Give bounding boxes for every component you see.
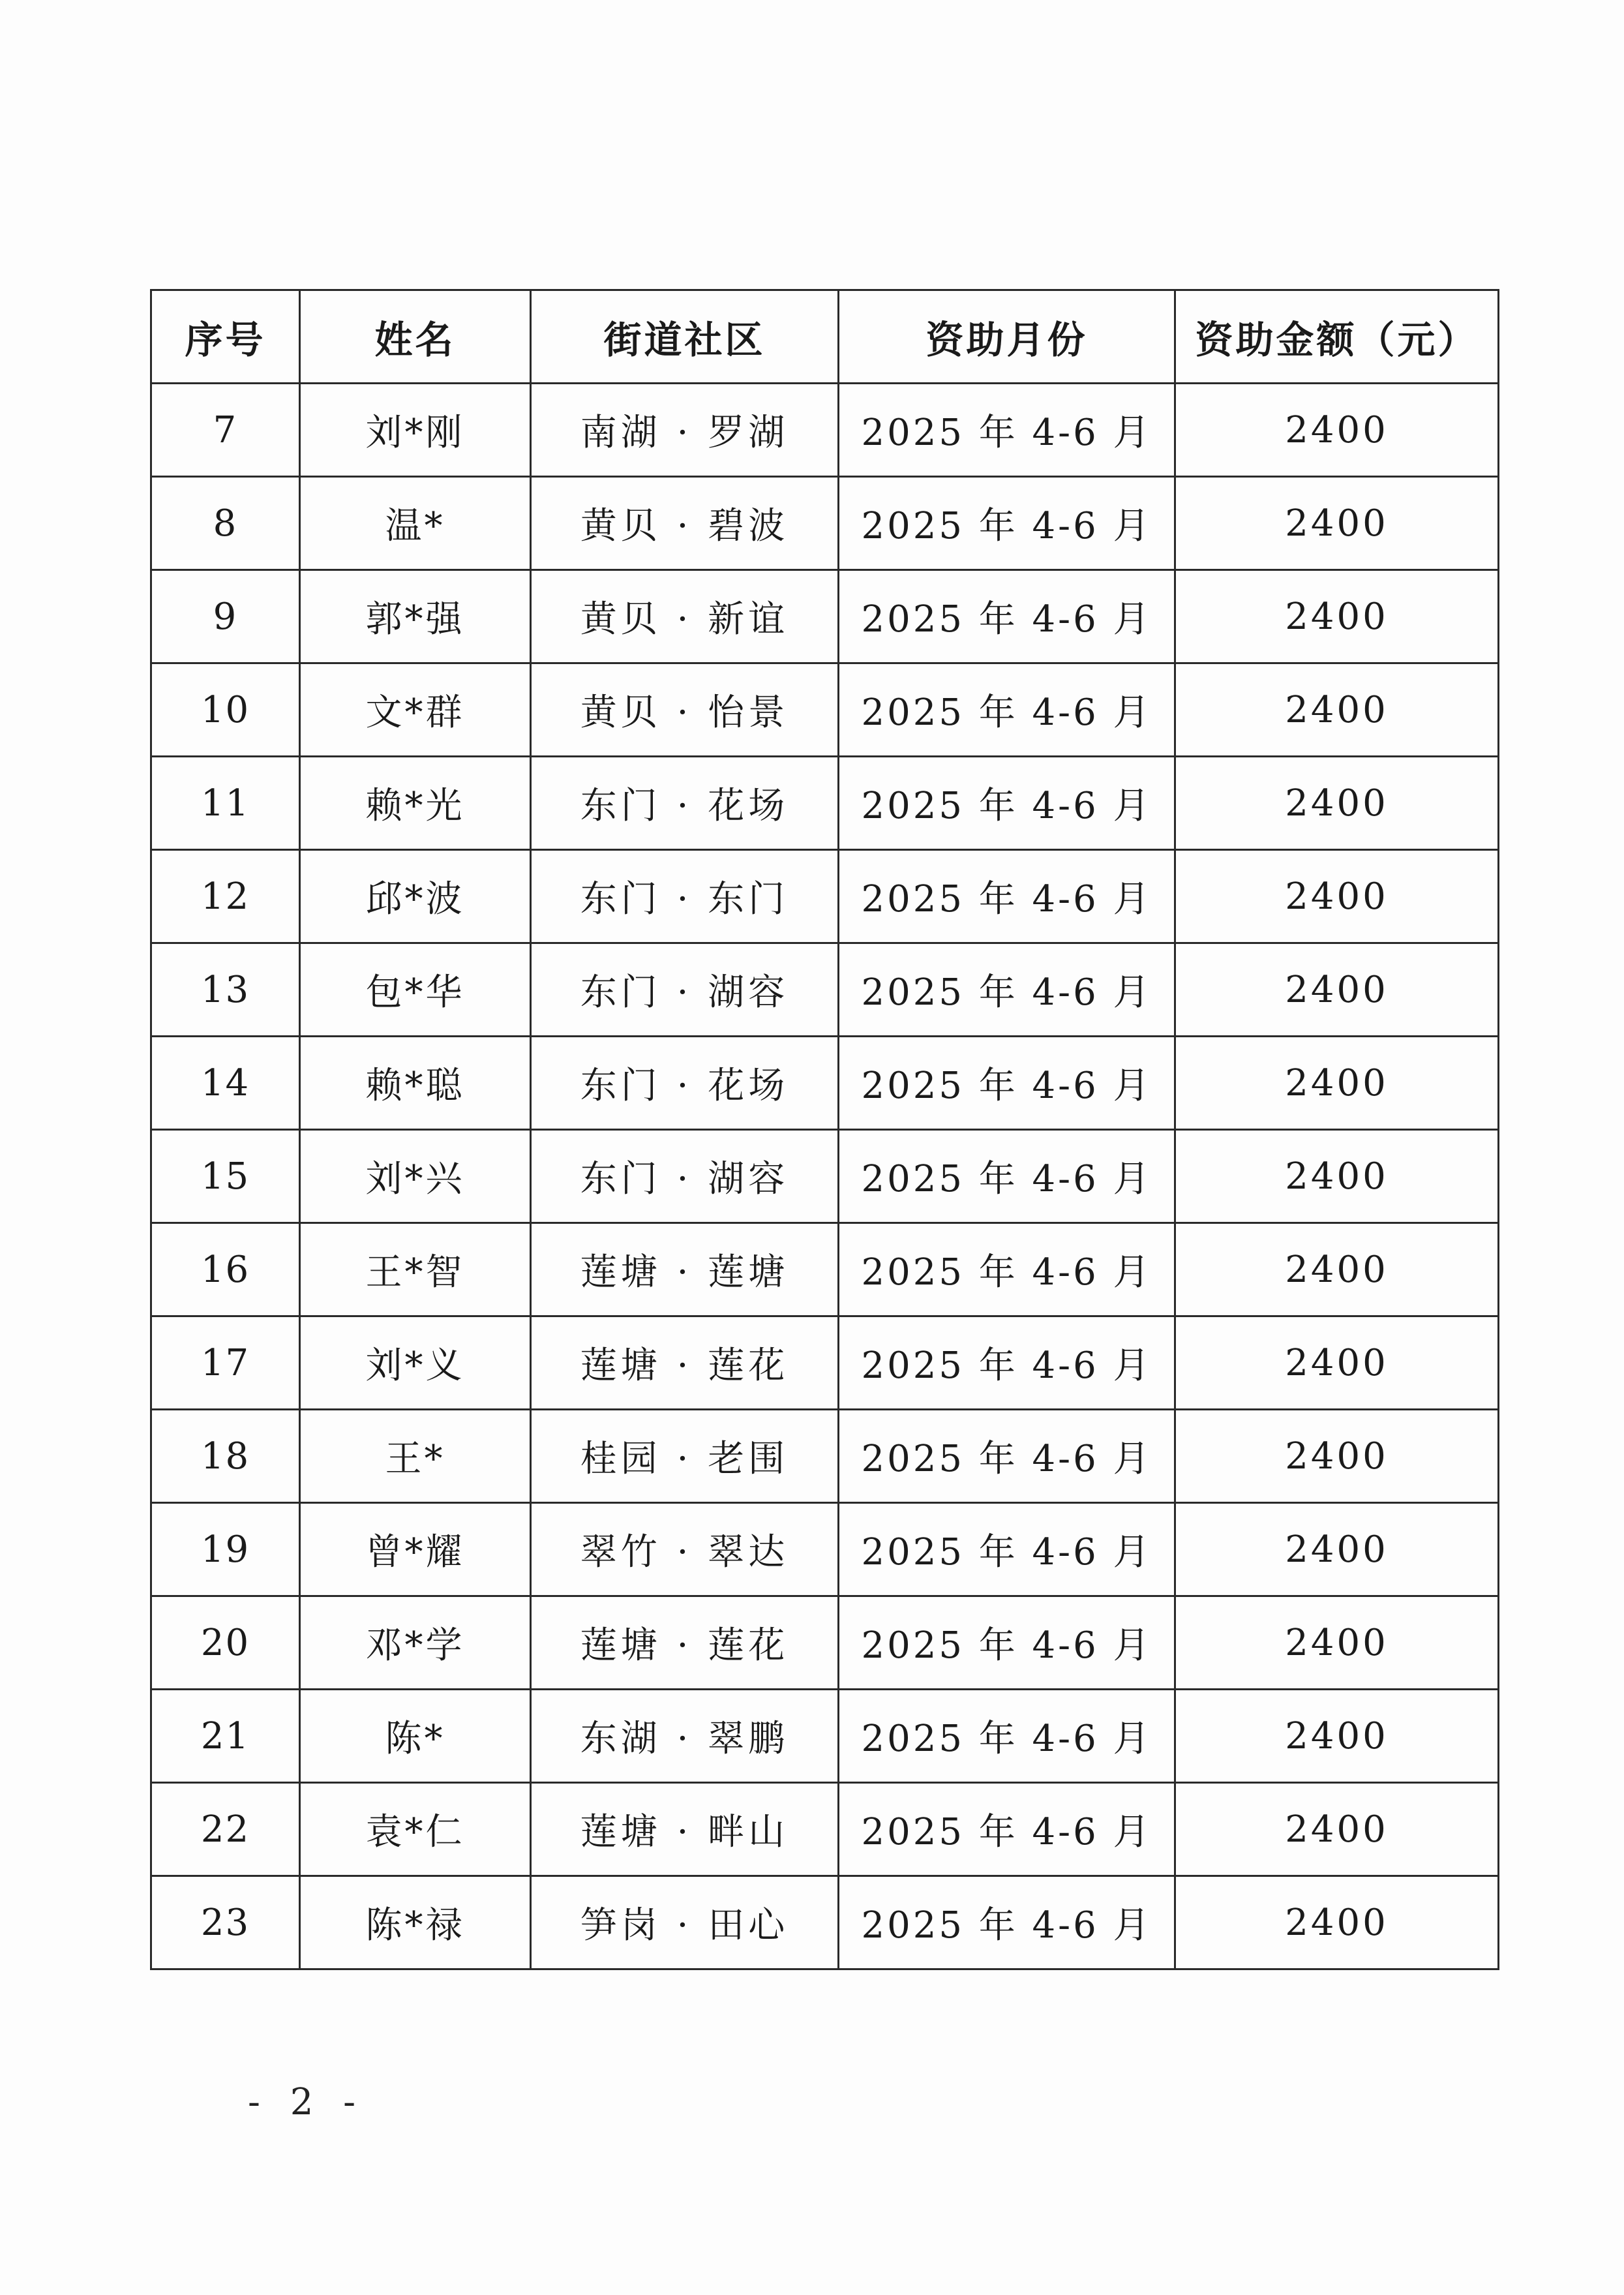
cell-serial-number: 14 xyxy=(151,1037,300,1130)
cell-name: 王* xyxy=(300,1410,531,1503)
cell-subsidy-amount: 2400 xyxy=(1175,1316,1499,1410)
cell-serial-number: 22 xyxy=(151,1783,300,1876)
cell-street-community: 莲塘 · 畔山 xyxy=(531,1783,839,1876)
cell-serial-number: 15 xyxy=(151,1130,300,1223)
cell-subsidy-amount: 2400 xyxy=(1175,1783,1499,1876)
cell-street-community: 黄贝 · 怡景 xyxy=(531,663,839,757)
cell-street-community: 桂园 · 老围 xyxy=(531,1410,839,1503)
cell-name: 王*智 xyxy=(300,1223,531,1316)
cell-street-community: 黄贝 · 碧波 xyxy=(531,477,839,570)
cell-subsidy-amount: 2400 xyxy=(1175,1037,1499,1130)
cell-subsidy-amount: 2400 xyxy=(1175,1690,1499,1783)
cell-serial-number: 12 xyxy=(151,850,300,943)
table-row xyxy=(151,1037,1499,1130)
header-subsidy-month: 资助月份 xyxy=(839,290,1175,384)
cell-subsidy-amount: 2400 xyxy=(1175,570,1499,663)
cell-street-community: 莲塘 · 莲花 xyxy=(531,1596,839,1690)
header-street-community: 街道社区 xyxy=(531,290,839,384)
cell-subsidy-month: 2025 年 4-6 月 xyxy=(839,1316,1175,1410)
cell-subsidy-month: 2025 年 4-6 月 xyxy=(839,1410,1175,1503)
cell-street-community: 莲塘 · 莲塘 xyxy=(531,1223,839,1316)
page-number: - 2 - xyxy=(248,2081,365,2123)
table-row xyxy=(151,663,1499,757)
cell-name: 曾*耀 xyxy=(300,1503,531,1596)
cell-subsidy-amount: 2400 xyxy=(1175,477,1499,570)
cell-serial-number: 11 xyxy=(151,757,300,850)
cell-street-community: 莲塘 · 莲花 xyxy=(531,1316,839,1410)
cell-street-community: 东门 · 花场 xyxy=(531,1037,839,1130)
cell-serial-number: 20 xyxy=(151,1596,300,1690)
cell-serial-number: 23 xyxy=(151,1876,300,1969)
cell-serial-number: 8 xyxy=(151,477,300,570)
cell-serial-number: 13 xyxy=(151,943,300,1037)
cell-subsidy-month: 2025 年 4-6 月 xyxy=(839,1690,1175,1783)
cell-serial-number: 7 xyxy=(151,384,300,477)
cell-serial-number: 10 xyxy=(151,663,300,757)
cell-subsidy-month: 2025 年 4-6 月 xyxy=(839,850,1175,943)
cell-name: 刘*义 xyxy=(300,1316,531,1410)
cell-subsidy-month: 2025 年 4-6 月 xyxy=(839,757,1175,850)
cell-serial-number: 17 xyxy=(151,1316,300,1410)
cell-street-community: 翠竹 · 翠达 xyxy=(531,1503,839,1596)
cell-subsidy-month: 2025 年 4-6 月 xyxy=(839,570,1175,663)
cell-subsidy-month: 2025 年 4-6 月 xyxy=(839,943,1175,1037)
table-row xyxy=(151,1503,1499,1596)
cell-name: 陈*禄 xyxy=(300,1876,531,1969)
table-row xyxy=(151,943,1499,1037)
table-row xyxy=(151,850,1499,943)
cell-street-community: 东门 · 湖容 xyxy=(531,943,839,1037)
cell-name: 文*群 xyxy=(300,663,531,757)
cell-subsidy-amount: 2400 xyxy=(1175,850,1499,943)
header-serial-number: 序号 xyxy=(151,290,300,384)
cell-subsidy-amount: 2400 xyxy=(1175,384,1499,477)
cell-subsidy-amount: 2400 xyxy=(1175,1876,1499,1969)
cell-subsidy-amount: 2400 xyxy=(1175,1130,1499,1223)
cell-street-community: 东门 · 湖容 xyxy=(531,1130,839,1223)
cell-name: 郭*强 xyxy=(300,570,531,663)
table-row xyxy=(151,1596,1499,1690)
cell-subsidy-month: 2025 年 4-6 月 xyxy=(839,477,1175,570)
table-row xyxy=(151,384,1499,477)
cell-serial-number: 18 xyxy=(151,1410,300,1503)
table-header xyxy=(151,290,1499,384)
cell-subsidy-amount: 2400 xyxy=(1175,1223,1499,1316)
table-row xyxy=(151,1316,1499,1410)
cell-name: 赖*聪 xyxy=(300,1037,531,1130)
cell-subsidy-month: 2025 年 4-6 月 xyxy=(839,1596,1175,1690)
cell-subsidy-month: 2025 年 4-6 月 xyxy=(839,1037,1175,1130)
cell-subsidy-amount: 2400 xyxy=(1175,757,1499,850)
cell-subsidy-amount: 2400 xyxy=(1175,1596,1499,1690)
cell-name: 陈* xyxy=(300,1690,531,1783)
cell-street-community: 黄贝 · 新谊 xyxy=(531,570,839,663)
header-row xyxy=(151,290,1499,384)
cell-subsidy-month: 2025 年 4-6 月 xyxy=(839,384,1175,477)
table-row xyxy=(151,1876,1499,1969)
cell-subsidy-amount: 2400 xyxy=(1175,663,1499,757)
table-row xyxy=(151,1410,1499,1503)
cell-serial-number: 16 xyxy=(151,1223,300,1316)
table-row xyxy=(151,1783,1499,1876)
cell-street-community: 东门 · 花场 xyxy=(531,757,839,850)
cell-subsidy-amount: 2400 xyxy=(1175,1503,1499,1596)
table-row xyxy=(151,570,1499,663)
cell-street-community: 南湖 · 罗湖 xyxy=(531,384,839,477)
cell-subsidy-month: 2025 年 4-6 月 xyxy=(839,663,1175,757)
cell-subsidy-month: 2025 年 4-6 月 xyxy=(839,1503,1175,1596)
cell-subsidy-month: 2025 年 4-6 月 xyxy=(839,1876,1175,1969)
table-row xyxy=(151,1130,1499,1223)
cell-subsidy-amount: 2400 xyxy=(1175,943,1499,1037)
cell-name: 袁*仁 xyxy=(300,1783,531,1876)
cell-subsidy-month: 2025 年 4-6 月 xyxy=(839,1223,1175,1316)
header-name: 姓名 xyxy=(300,290,531,384)
cell-serial-number: 9 xyxy=(151,570,300,663)
cell-street-community: 笋岗 · 田心 xyxy=(531,1876,839,1969)
cell-name: 刘*兴 xyxy=(300,1130,531,1223)
subsidy-table xyxy=(150,289,1499,1970)
table-body xyxy=(151,384,1499,1969)
cell-street-community: 东门 · 东门 xyxy=(531,850,839,943)
cell-subsidy-amount: 2400 xyxy=(1175,1410,1499,1503)
cell-subsidy-month: 2025 年 4-6 月 xyxy=(839,1130,1175,1223)
table-row xyxy=(151,1690,1499,1783)
cell-name: 温* xyxy=(300,477,531,570)
table-row xyxy=(151,477,1499,570)
header-subsidy-amount: 资助金额（元） xyxy=(1175,290,1499,384)
cell-serial-number: 21 xyxy=(151,1690,300,1783)
cell-name: 邱*波 xyxy=(300,850,531,943)
cell-name: 赖*光 xyxy=(300,757,531,850)
table-row xyxy=(151,757,1499,850)
cell-name: 包*华 xyxy=(300,943,531,1037)
cell-subsidy-month: 2025 年 4-6 月 xyxy=(839,1783,1175,1876)
table-row xyxy=(151,1223,1499,1316)
cell-name: 邓*学 xyxy=(300,1596,531,1690)
cell-street-community: 东湖 · 翠鹏 xyxy=(531,1690,839,1783)
cell-serial-number: 19 xyxy=(151,1503,300,1596)
cell-name: 刘*刚 xyxy=(300,384,531,477)
